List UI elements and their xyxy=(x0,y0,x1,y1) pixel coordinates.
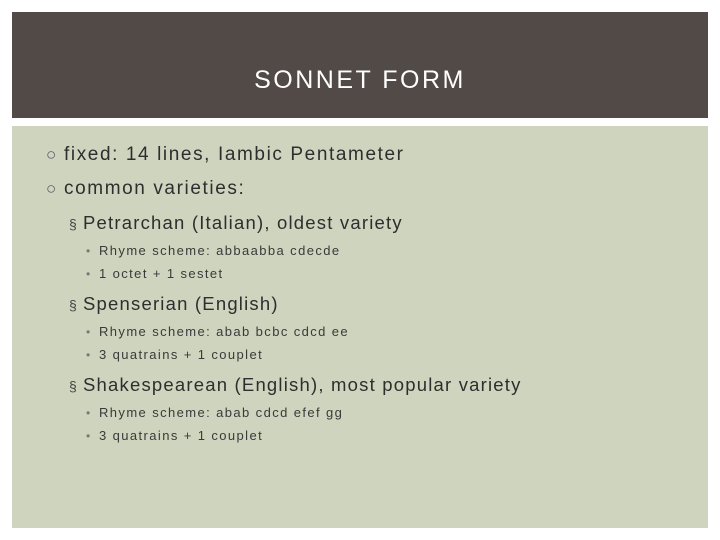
title-bar xyxy=(12,12,708,118)
section-bullet-icon: § xyxy=(69,378,78,394)
variety-item: § Petrarchan (Italian), oldest variety xyxy=(69,212,403,233)
hollow-circle-bullet-icon: ○ xyxy=(46,179,58,198)
slide-title: SONNET FORM xyxy=(254,66,466,94)
section-bullet-icon: § xyxy=(69,216,78,232)
hollow-circle-bullet-icon: ○ xyxy=(46,145,58,164)
dot-bullet-icon: • xyxy=(86,267,92,281)
detail-item: • Rhyme scheme: abab cdcd efef gg xyxy=(86,405,344,420)
dot-bullet-icon: • xyxy=(86,244,92,258)
variety-item: § Spenserian (English) xyxy=(69,293,279,314)
detail-item: • 1 octet + 1 sestet xyxy=(86,266,224,281)
detail-item: • Rhyme scheme: abab bcbc cdcd ee xyxy=(86,324,350,339)
dot-bullet-icon: • xyxy=(86,429,92,443)
variety-item: § Shakespearean (English), most popular variety xyxy=(69,374,522,395)
bullet-point: ○ common varieties: xyxy=(46,178,246,199)
bullet-point: ○ fixed: 14 lines, Iambic Pentameter xyxy=(46,144,405,165)
dot-bullet-icon: • xyxy=(86,348,92,362)
section-bullet-icon: § xyxy=(69,297,78,313)
dot-bullet-icon: • xyxy=(86,325,92,339)
detail-item: • 3 quatrains + 1 couplet xyxy=(86,428,264,443)
detail-item: • Rhyme scheme: abbaabba cdecde xyxy=(86,243,341,258)
dot-bullet-icon: • xyxy=(86,406,92,420)
slide-content xyxy=(12,126,708,528)
detail-item: • 3 quatrains + 1 couplet xyxy=(86,347,264,362)
